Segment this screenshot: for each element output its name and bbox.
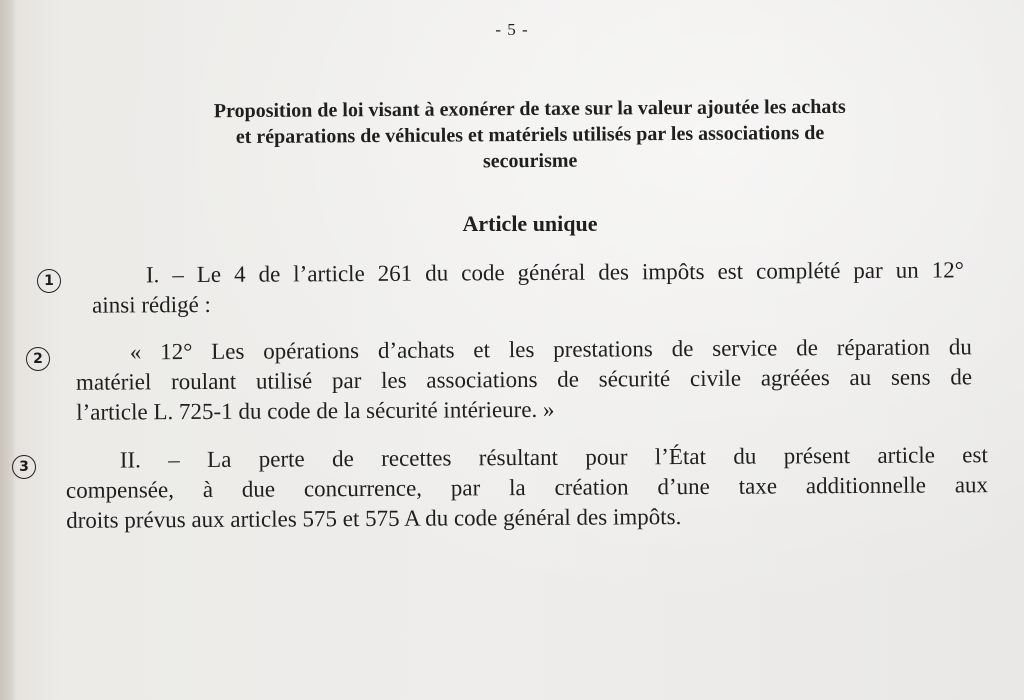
alinea-number-icon: 1 <box>37 269 61 293</box>
paragraph-line: compensée, à due concurrence, par la création d’une taxe additionnelle aux <box>65 472 989 503</box>
bill-title-line: secourisme <box>482 149 578 173</box>
paragraph-line: ainsi rédigé : <box>92 291 211 318</box>
paragraph-line: matériel roulant utilisé par les associations de sécurité civile agréées au sens de <box>75 364 973 395</box>
paragraph-line: I. – Le 4 de l’article 261 du code général des impôts est complété par un 12° <box>145 257 964 288</box>
paragraph-line: « 12° Les opérations d’achats et les prestations de service de réparation du <box>129 334 972 365</box>
paragraph-line: l’article L. 725-1 du code de la sécurité intérieure. » <box>76 396 555 425</box>
bill-title <box>110 93 951 177</box>
bill-title-line: et réparations de véhicules et matériels utilisés par les associations de <box>235 121 825 149</box>
paragraph-2 <box>76 332 973 427</box>
paragraph-3 <box>66 440 989 536</box>
paragraph-line: II. – La perte de recettes résultant pour l’État du présent article est <box>119 442 988 473</box>
page-number: - 5 - <box>495 20 529 39</box>
paragraph-1 <box>92 255 964 320</box>
alinea-number-icon: 3 <box>12 455 36 479</box>
bill-title-line: Proposition de loi visant à exonérer de taxe sur la valeur ajoutée les achats <box>213 95 846 123</box>
alinea-number-icon: 2 <box>26 347 50 371</box>
paragraph-line: droits prévus aux articles 575 et 575 A du code général des impôts. <box>66 504 682 533</box>
article-heading: Article unique <box>462 211 598 236</box>
